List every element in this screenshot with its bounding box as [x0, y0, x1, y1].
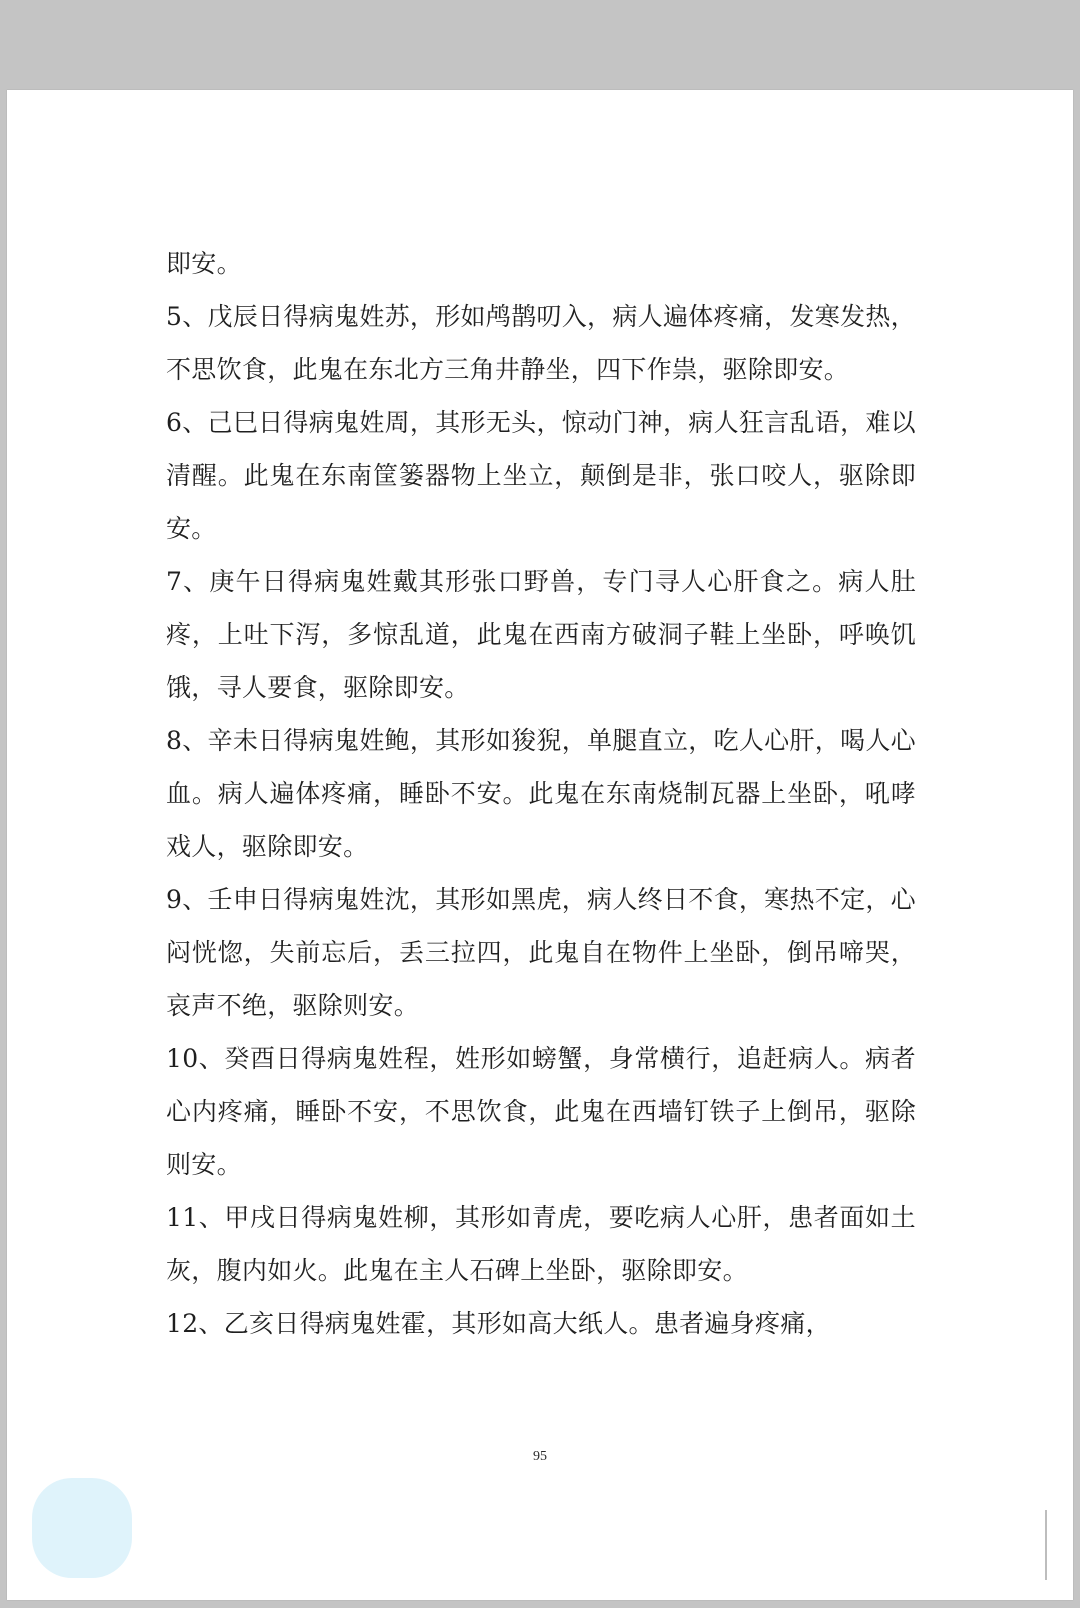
faded-stamp-mark: [32, 1478, 132, 1578]
page-text: [166, 237, 916, 1350]
page-number: 95: [533, 1449, 547, 1464]
paragraph: 7、庚午日得病鬼姓戴其形张口野兽，专门寻人心肝食之。病人肚疼，上吐下泻，多惊乱道，此鬼在西南方破洞子鞋上坐卧，呼唤饥饿，寻人要食，驱除即安。: [166, 567, 916, 702]
paragraph: 即安。: [166, 249, 242, 278]
paragraph: 6、己巳日得病鬼姓周，其形无头，惊动门神，病人狂言乱语，难以清醒。此鬼在东南筐篓器物上坐立，颠倒是非，张口咬人，驱除即安。: [166, 408, 916, 543]
paragraph: 9、壬申日得病鬼姓沈，其形如黑虎，病人终日不食，寒热不定，心闷恍惚，失前忘后，丢三拉四，此鬼自在物件上坐卧，倒吊啼哭，哀声不绝，驱除则安。: [166, 885, 916, 1020]
paragraph: 12、乙亥日得病鬼姓霍，其形如高大纸人。患者遍身疼痛，: [166, 1309, 831, 1338]
paragraph: 10、癸酉日得病鬼姓程，姓形如螃蟹，身常横行，追赶病人。病者心内疼痛，睡卧不安，不思饮食，此鬼在西墙钉铁子上倒吊，驱除则安。: [166, 1044, 916, 1179]
scan-edge-mark: [1045, 1510, 1047, 1580]
paragraph: 8、辛未日得病鬼姓鲍，其形如狻猊，单腿直立，吃人心肝，喝人心血。病人遍体疼痛，睡卧不安。此鬼在东南烧制瓦器上坐卧，吼哮戏人，驱除即安。: [166, 726, 916, 861]
paragraph: 11、甲戌日得病鬼姓柳，其形如青虎，要吃病人心肝，患者面如土灰，腹内如火。此鬼在主人石碑上坐卧，驱除即安。: [166, 1203, 916, 1285]
paragraph: 5、戊辰日得病鬼姓苏，形如鸬鹊叨入，病人遍体疼痛，发寒发热，不思饮食，此鬼在东北方三角井静坐，四下作祟，驱除即安。: [166, 302, 916, 384]
